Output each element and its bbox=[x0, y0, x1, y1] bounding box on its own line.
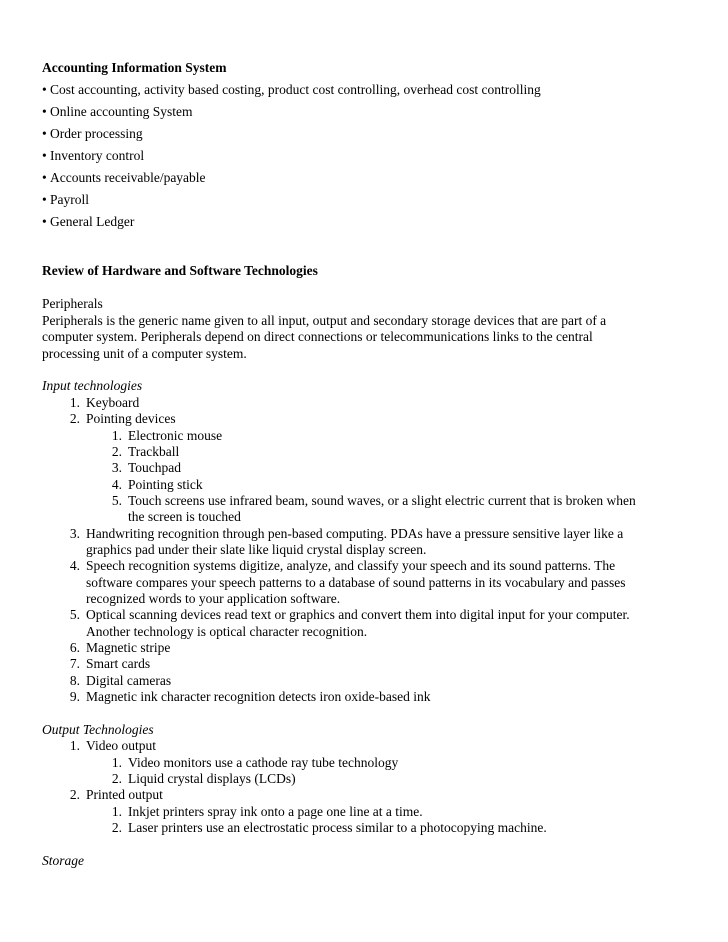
ais-bullet-item: • Accounts receivable/payable bbox=[42, 170, 206, 185]
ais-heading: Accounting Information System bbox=[42, 60, 227, 75]
input-item: 5. Optical scanning devices read text or graphics and convert them into digital input for your computer. bbox=[69, 607, 630, 622]
review-heading: Review of Hardware and Software Technologies bbox=[42, 263, 318, 278]
ais-bullet-item: • Payroll bbox=[42, 192, 89, 207]
ais-bullet-item: • Inventory control bbox=[42, 148, 145, 163]
input-item-continued: recognized words to your application software. bbox=[86, 591, 341, 606]
ais-bullet-item: • Order processing bbox=[42, 126, 143, 141]
bullet-glyph: • bbox=[42, 104, 47, 119]
input-item: 7. Smart cards bbox=[69, 656, 151, 671]
bullet-glyph: • bbox=[42, 214, 47, 229]
input-item-continued: Another technology is optical character recognition. bbox=[86, 624, 368, 639]
input-item: 9. Magnetic ink character recognition detects iron oxide-based ink bbox=[69, 689, 431, 704]
input-item-continued: graphics pad under their slate like liquid crystal display screen. bbox=[86, 542, 427, 557]
input-item: 6. Magnetic stripe bbox=[69, 640, 171, 655]
storage-heading: Storage bbox=[42, 853, 84, 868]
bullet-glyph: • bbox=[42, 170, 47, 185]
pointing-item-continued: the screen is touched bbox=[128, 509, 241, 524]
input-item: 3. Handwriting recognition through pen-based computing. PDAs have a pressure sensitive layer like a bbox=[69, 526, 624, 541]
pointing-item: 3. Touchpad bbox=[111, 460, 182, 475]
input-item: 8. Digital cameras bbox=[69, 673, 172, 688]
ais-bullet-item: • Cost accounting, activity based costing, product cost controlling, overhead cost controlling bbox=[42, 82, 541, 97]
input-heading: Input technologies bbox=[42, 378, 143, 393]
video-item: 2. Liquid crystal displays (LCDs) bbox=[111, 771, 296, 786]
bullet-glyph: • bbox=[42, 82, 47, 97]
output-item: 2. Printed output bbox=[69, 787, 163, 802]
output-heading: Output Technologies bbox=[42, 722, 154, 737]
pointing-item: 1. Electronic mouse bbox=[111, 428, 223, 443]
pointing-item: 5. Touch screens use infrared beam, sound waves, or a slight electric current that is broken when bbox=[111, 493, 636, 508]
peripherals-text-line: Peripherals is the generic name given to all input, output and secondary storage devices that are part of a bbox=[42, 312, 607, 328]
printed-item: 1. Inkjet printers spray ink onto a page one line at a time. bbox=[111, 804, 423, 819]
peripherals-text-line: processing unit of a computer system. bbox=[42, 345, 247, 361]
video-item: 1. Video monitors use a cathode ray tube technology bbox=[111, 755, 399, 770]
input-item: 1. Keyboard bbox=[69, 395, 140, 410]
input-item: 2. Pointing devices bbox=[69, 411, 176, 426]
ais-bullet-item: • General Ledger bbox=[42, 214, 135, 229]
bullet-glyph: • bbox=[42, 126, 47, 141]
output-item: 1. Video output bbox=[69, 738, 157, 753]
printed-item: 2. Laser printers use an electrostatic process similar to a photocopying machine. bbox=[111, 820, 547, 835]
pointing-item: 4. Pointing stick bbox=[111, 477, 203, 492]
peripherals-text-line: computer system. Peripherals depend on direct connections or telecommunications links to the central bbox=[42, 329, 593, 344]
peripherals-section bbox=[42, 296, 682, 362]
ais-bullet-item: • Online accounting System bbox=[42, 104, 193, 119]
input-item: 4. Speech recognition systems digitize, analyze, and classify your speech and its sound patterns. The bbox=[69, 558, 616, 573]
pointing-item: 2. Trackball bbox=[111, 444, 180, 459]
peripherals-title: Peripherals bbox=[42, 296, 103, 311]
bullet-glyph: • bbox=[42, 148, 47, 163]
bullet-glyph: • bbox=[42, 192, 47, 207]
input-item-continued: software compares your speech patterns to a database of sound patterns in its vocabulary and passes bbox=[86, 575, 626, 590]
